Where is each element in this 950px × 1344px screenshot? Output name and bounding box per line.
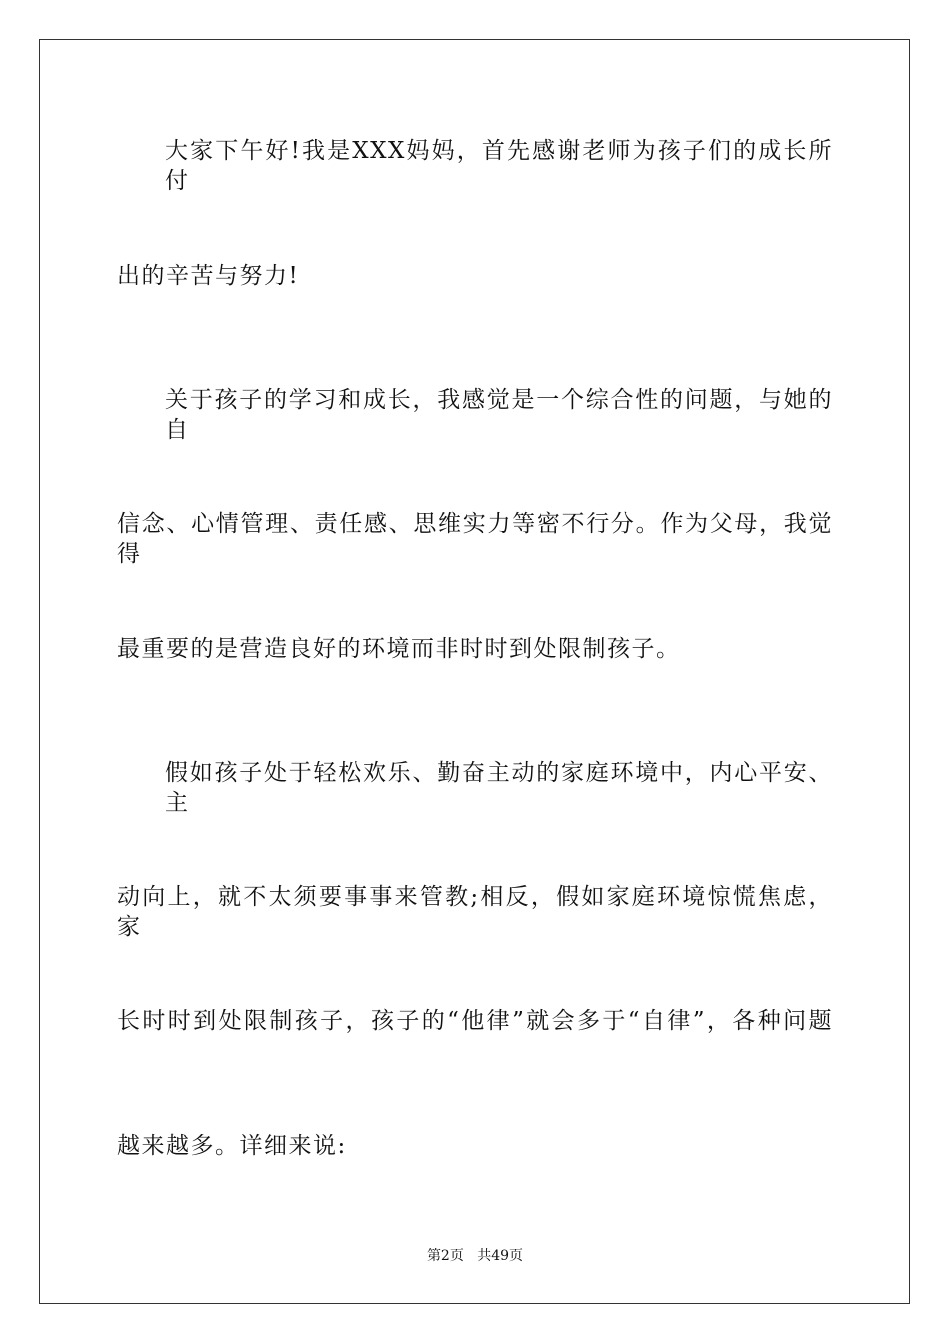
paragraph-3-line-2: 动向上，就不太须要事事来管教;相反，假如家庭环境惊慌焦虑，家 <box>117 884 833 940</box>
paragraph-1-line-1: 大家下午好!我是XXX妈妈，首先感谢老师为孩子们的成长所付 <box>165 138 833 194</box>
paragraph-2-line-3: 最重要的是营造良好的环境而非时时到处限制孩子。 <box>117 636 681 662</box>
paragraph-3-line-4: 越来越多。详细来说: <box>117 1133 347 1159</box>
page-footer <box>0 1247 950 1265</box>
paragraph-1-line-2: 出的辛苦与努力! <box>117 263 300 289</box>
page-border <box>39 39 910 1304</box>
page-number: 第2页 <box>426 1248 464 1264</box>
paragraph-3-line-1: 假如孩子处于轻松欢乐、勤奋主动的家庭环境中，内心平安、主 <box>165 760 833 816</box>
paragraph-3-line-3: 长时时到处限制孩子，孩子的“他律”就会多于“自律”，各种问题 <box>117 1008 833 1034</box>
page-total: 共49页 <box>477 1248 524 1264</box>
paragraph-2-line-1: 关于孩子的学习和成长，我感觉是一个综合性的问题，与她的自 <box>165 387 833 443</box>
paragraph-2-line-2: 信念、心情管理、责任感、思维实力等密不行分。作为父母，我觉得 <box>117 511 833 567</box>
